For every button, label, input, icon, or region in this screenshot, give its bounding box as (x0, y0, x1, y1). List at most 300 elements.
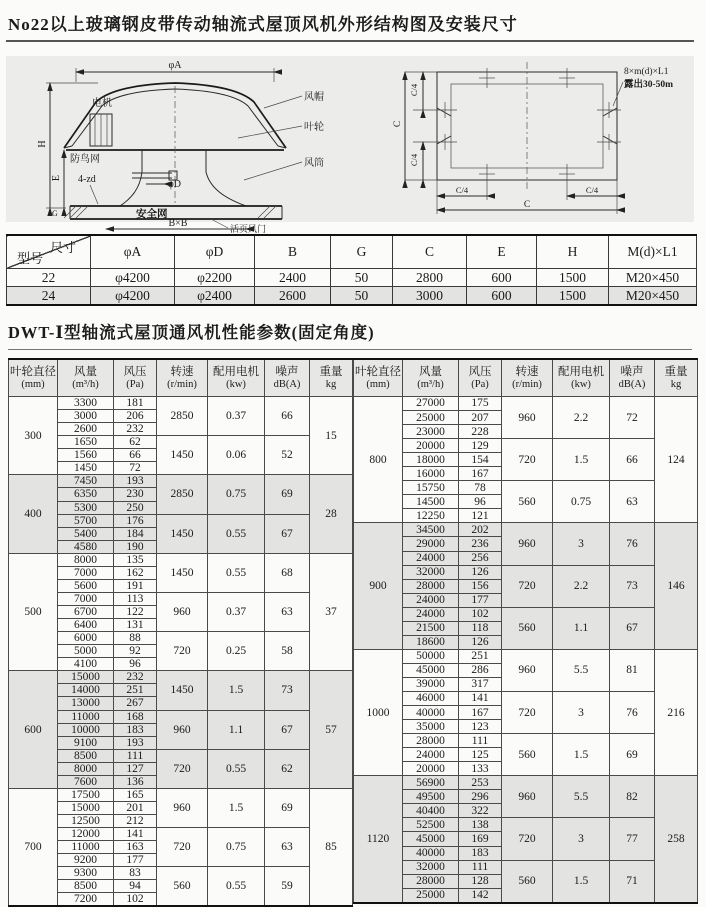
pressure-cell: 286 (459, 663, 502, 677)
airflow-cell: 8500 (58, 880, 114, 893)
airflow-cell: 5400 (58, 527, 114, 540)
airflow-cell: 2600 (58, 423, 114, 436)
dim-value-cell: 50 (331, 269, 393, 287)
dim-phi-a-label: φA (168, 60, 182, 71)
pressure-cell: 111 (459, 860, 502, 874)
airflow-cell: 8000 (58, 762, 114, 775)
pressure-cell: 207 (459, 411, 502, 425)
motor-power-cell: 1.1 (208, 710, 265, 749)
perf-column-header: 噪声 dB(A) (265, 359, 310, 397)
dim-column-header: φA (91, 235, 175, 269)
airflow-cell: 16000 (403, 467, 459, 481)
pressure-cell: 168 (114, 710, 157, 723)
pressure-cell: 167 (459, 467, 502, 481)
airflow-cell: 7600 (58, 775, 114, 788)
airflow-cell: 5700 (58, 514, 114, 527)
noise-cell: 63 (265, 828, 310, 867)
perf-column-header: 风量 (m³/h) (58, 359, 114, 397)
noise-cell: 67 (265, 710, 310, 749)
pressure-cell: 183 (459, 846, 502, 860)
perf-row (9, 436, 353, 449)
airflow-cell: 14500 (403, 495, 459, 509)
motor-power-cell: 0.37 (208, 397, 265, 436)
airflow-cell: 17500 (58, 788, 114, 801)
speed-cell: 560 (502, 860, 553, 903)
motor-power-cell: 2.2 (553, 397, 610, 439)
airflow-cell: 6000 (58, 632, 114, 645)
dim-value-cell: 600 (467, 287, 537, 306)
dim-value-cell: 1500 (537, 269, 609, 287)
pressure-cell: 102 (459, 607, 502, 621)
pressure-cell: 127 (114, 762, 157, 775)
perf-column-header: 配用电机 (kw) (208, 359, 265, 397)
pressure-cell: 190 (114, 540, 157, 553)
perf-table-body (9, 397, 353, 907)
speed-cell: 960 (502, 397, 553, 439)
airflow-cell: 46000 (403, 691, 459, 705)
noise-cell: 72 (610, 397, 655, 439)
dim-value-cell: 2400 (255, 269, 331, 287)
airflow-cell: 4100 (58, 658, 114, 671)
airflow-cell: 11000 (58, 710, 114, 723)
dim-value-cell: φ4200 (91, 287, 175, 306)
pressure-cell: 131 (114, 619, 157, 632)
perf-row (354, 523, 698, 537)
pressure-cell: 126 (459, 635, 502, 649)
perf-row (354, 818, 698, 832)
speed-cell: 720 (157, 828, 208, 867)
pressure-cell: 123 (459, 720, 502, 734)
airflow-cell: 56900 (403, 776, 459, 790)
airflow-cell: 6400 (58, 619, 114, 632)
impeller-diameter-cell: 1120 (354, 776, 403, 903)
airflow-cell: 12000 (58, 828, 114, 841)
dim-column-header: H (537, 235, 609, 269)
pressure-cell: 322 (459, 804, 502, 818)
pressure-cell: 129 (459, 439, 502, 453)
airflow-cell: 24000 (403, 551, 459, 565)
pressure-cell: 193 (114, 736, 157, 749)
airflow-cell: 5600 (58, 579, 114, 592)
airflow-cell: 15000 (58, 801, 114, 814)
motor-power-cell: 2.2 (553, 565, 610, 607)
speed-cell: 1450 (157, 671, 208, 710)
perf-table-head-row (9, 359, 353, 397)
noise-cell: 66 (610, 439, 655, 481)
airflow-cell: 45000 (403, 832, 459, 846)
pressure-cell: 138 (459, 818, 502, 832)
perf-row (9, 788, 353, 801)
perf-row (354, 607, 698, 621)
pressure-cell: 165 (114, 788, 157, 801)
corner-label-size: 尺寸 (49, 240, 76, 255)
performance-table-left (8, 358, 353, 907)
pressure-cell: 256 (459, 551, 502, 565)
pressure-cell: 176 (114, 514, 157, 527)
noise-cell: 67 (610, 607, 655, 649)
pressure-cell: 181 (114, 397, 157, 410)
airflow-cell: 9300 (58, 867, 114, 880)
pressure-cell: 191 (114, 579, 157, 592)
perf-row (9, 553, 353, 566)
dim-value-cell: 1500 (537, 287, 609, 306)
pressure-cell: 102 (114, 893, 157, 907)
dim-table-head-row (7, 235, 697, 269)
dim-value-cell: 600 (467, 269, 537, 287)
pressure-cell: 122 (114, 606, 157, 619)
pressure-cell: 251 (459, 649, 502, 663)
airflow-cell: 3000 (58, 410, 114, 423)
perf-column-header: 风量 (m³/h) (403, 359, 459, 397)
perf-column-header: 风压 (Pa) (114, 359, 157, 397)
noise-cell: 69 (265, 475, 310, 514)
dim-bxb-label: B×B (168, 218, 188, 229)
bird-net-label: 防鸟网 (70, 154, 100, 165)
airflow-cell: 49500 (403, 790, 459, 804)
speed-cell: 720 (157, 749, 208, 788)
motor-power-cell: 0.75 (208, 475, 265, 514)
pressure-cell: 162 (114, 566, 157, 579)
airflow-cell: 20000 (403, 762, 459, 776)
speed-cell: 960 (502, 776, 553, 818)
weight-cell: 28 (310, 475, 353, 553)
airflow-cell: 1650 (58, 436, 114, 449)
dim-value-cell: 2600 (255, 287, 331, 306)
pressure-cell: 230 (114, 488, 157, 501)
pressure-cell: 78 (459, 481, 502, 495)
speed-cell: 1450 (157, 553, 208, 592)
weight-cell: 15 (310, 397, 353, 475)
perf-row (9, 514, 353, 527)
perf-row (9, 632, 353, 645)
pressure-cell: 66 (114, 449, 157, 462)
dim-value-cell: 3000 (393, 287, 467, 306)
impeller-label: 叶轮 (304, 122, 324, 133)
noise-cell: 63 (265, 592, 310, 631)
pressure-cell: 96 (459, 495, 502, 509)
perf-row (354, 565, 698, 579)
perf-column-header: 叶轮直径 (mm) (9, 359, 58, 397)
airflow-cell: 7200 (58, 893, 114, 907)
airflow-cell: 6350 (58, 488, 114, 501)
dim-value-cell: 2800 (393, 269, 467, 287)
pressure-cell: 253 (459, 776, 502, 790)
motor-power-cell: 0.37 (208, 592, 265, 631)
dim-table-body (7, 269, 697, 306)
motor-power-cell: 3 (553, 818, 610, 860)
noise-cell: 58 (265, 632, 310, 671)
perf-row (354, 691, 698, 705)
perf-table-head-row (354, 359, 698, 397)
pressure-cell: 175 (459, 397, 502, 411)
impeller-diameter-cell: 400 (9, 475, 58, 553)
noise-cell: 62 (265, 749, 310, 788)
motor-power-cell: 0.75 (553, 481, 610, 523)
pressure-cell: 126 (459, 565, 502, 579)
dim-value-cell: 50 (331, 287, 393, 306)
motor-power-cell: 1.5 (553, 439, 610, 481)
airflow-cell: 28000 (403, 874, 459, 888)
performance-section-title: DWT-Ⅰ型轴流式屋顶通风机性能参数(固定角度) (8, 319, 692, 350)
pressure-cell: 251 (114, 684, 157, 697)
dim-value-cell: M20×450 (609, 287, 697, 306)
speed-cell: 960 (157, 592, 208, 631)
pressure-cell: 206 (114, 410, 157, 423)
pressure-cell: 317 (459, 677, 502, 691)
damper-label: 活页风门 (230, 224, 267, 234)
pressure-cell: 125 (459, 748, 502, 762)
speed-cell: 2850 (157, 397, 208, 436)
noise-cell: 52 (265, 436, 310, 475)
noise-cell: 71 (610, 860, 655, 903)
speed-cell: 960 (157, 710, 208, 749)
impeller-diameter-cell: 500 (9, 553, 58, 671)
dim-value-cell: φ2200 (175, 269, 255, 287)
motor-label: 电机 (92, 98, 112, 109)
speed-cell: 720 (502, 818, 553, 860)
perf-row (9, 828, 353, 841)
speed-cell: 1450 (157, 436, 208, 475)
speed-cell: 960 (502, 649, 553, 691)
fan-plan-drawing (361, 56, 706, 222)
speed-cell: 560 (502, 734, 553, 776)
perf-column-header: 叶轮直径 (mm) (354, 359, 403, 397)
airflow-cell: 7000 (58, 592, 114, 605)
pressure-cell: 267 (114, 697, 157, 710)
pressure-cell: 236 (459, 537, 502, 551)
dim-table-corner-cell (7, 235, 91, 269)
weight-cell: 124 (655, 397, 698, 523)
dim-c4-left-bottom: C/4 (409, 153, 419, 167)
weight-cell: 85 (310, 788, 353, 906)
airflow-cell: 18600 (403, 635, 459, 649)
page-title: No22以上玻璃钢皮带传动轴流式屋顶风机外形结构图及安装尺寸 (6, 6, 694, 42)
airflow-cell: 5300 (58, 501, 114, 514)
weight-cell: 216 (655, 649, 698, 775)
airflow-cell: 3300 (58, 397, 114, 410)
dim-e-label: E (51, 174, 62, 182)
dim-c4-left-top: C/4 (409, 83, 419, 97)
noise-cell: 69 (265, 788, 310, 827)
structure-diagram-panel (6, 56, 694, 234)
noise-cell: 69 (610, 734, 655, 776)
dim-column-header: C (393, 235, 467, 269)
airflow-cell: 23000 (403, 425, 459, 439)
dim-phi-d-label: φD (168, 179, 181, 190)
airflow-cell: 28000 (403, 579, 459, 593)
pressure-cell: 83 (114, 867, 157, 880)
pressure-cell: 141 (459, 691, 502, 705)
pressure-cell: 201 (114, 801, 157, 814)
noise-cell: 76 (610, 523, 655, 565)
airflow-cell: 7000 (58, 566, 114, 579)
airflow-cell: 13000 (58, 697, 114, 710)
motor-power-cell: 0.25 (208, 632, 265, 671)
pressure-cell: 154 (459, 453, 502, 467)
bolt-spec-label: 8×m(d)×L1 (624, 67, 669, 77)
motor-power-cell: 0.75 (208, 828, 265, 867)
airflow-cell: 8500 (58, 749, 114, 762)
dim-value-cell: φ4200 (91, 269, 175, 287)
airflow-cell: 50000 (403, 649, 459, 663)
perf-column-header: 转速 (r/min) (157, 359, 208, 397)
pressure-cell: 133 (459, 762, 502, 776)
dim-column-header: E (467, 235, 537, 269)
pressure-cell: 232 (114, 671, 157, 684)
airflow-cell: 24000 (403, 607, 459, 621)
motor-power-cell: 1.5 (553, 734, 610, 776)
speed-cell: 960 (157, 788, 208, 827)
pressure-cell: 92 (114, 645, 157, 658)
impeller-diameter-cell: 300 (9, 397, 58, 475)
pressure-cell: 62 (114, 436, 157, 449)
perf-column-header: 重量 kg (310, 359, 353, 397)
airflow-cell: 27000 (403, 397, 459, 411)
airflow-cell: 24000 (403, 593, 459, 607)
fan-elevation-drawing (6, 56, 361, 234)
airflow-cell: 12500 (58, 815, 114, 828)
impeller-diameter-cell: 600 (9, 671, 58, 789)
airflow-cell: 5000 (58, 645, 114, 658)
pressure-cell: 96 (114, 658, 157, 671)
dimension-table (6, 234, 697, 306)
airflow-cell: 1450 (58, 462, 114, 475)
airflow-cell: 14000 (58, 684, 114, 697)
perf-row (354, 776, 698, 790)
weight-cell: 146 (655, 523, 698, 649)
four-zd-label: 4-zd (78, 174, 96, 185)
pressure-cell: 184 (114, 527, 157, 540)
speed-cell: 2850 (157, 475, 208, 514)
speed-cell: 720 (502, 439, 553, 481)
dim-column-header: G (331, 235, 393, 269)
pressure-cell: 111 (459, 734, 502, 748)
pressure-cell: 141 (114, 828, 157, 841)
performance-table-right (353, 358, 698, 904)
airflow-cell: 40400 (403, 804, 459, 818)
safety-net-label: 安全网 (136, 209, 168, 220)
airflow-cell: 15750 (403, 481, 459, 495)
perf-column-header: 配用电机 (kw) (553, 359, 610, 397)
airflow-cell: 28000 (403, 734, 459, 748)
dim-table-row (7, 269, 697, 287)
motor-power-cell: 1.5 (208, 788, 265, 827)
airflow-cell: 39000 (403, 677, 459, 691)
airflow-cell: 40000 (403, 706, 459, 720)
pressure-cell: 183 (114, 723, 157, 736)
pressure-cell: 250 (114, 501, 157, 514)
noise-cell: 81 (610, 649, 655, 691)
noise-cell: 73 (610, 565, 655, 607)
perf-column-header: 噪声 dB(A) (610, 359, 655, 397)
dim-column-header: B (255, 235, 331, 269)
speed-cell: 720 (502, 691, 553, 733)
noise-cell: 68 (265, 553, 310, 592)
motor-power-cell: 5.5 (553, 649, 610, 691)
noise-cell: 76 (610, 691, 655, 733)
weight-cell: 57 (310, 671, 353, 789)
perf-column-header: 风压 (Pa) (459, 359, 502, 397)
airflow-cell: 20000 (403, 439, 459, 453)
cap-label: 风帽 (304, 92, 324, 103)
motor-power-cell: 0.55 (208, 514, 265, 553)
motor-power-cell: 0.55 (208, 867, 265, 907)
pressure-cell: 135 (114, 553, 157, 566)
motor-power-cell: 0.55 (208, 749, 265, 788)
airflow-cell: 18000 (403, 453, 459, 467)
dim-c4-bottom-right: C/4 (585, 185, 599, 195)
pressure-cell: 202 (459, 523, 502, 537)
bolt-expose-label: 露出30-50m (624, 80, 674, 90)
perf-row (9, 671, 353, 684)
motor-power-cell: 3 (553, 691, 610, 733)
airflow-cell: 45000 (403, 663, 459, 677)
speed-cell: 560 (502, 481, 553, 523)
noise-cell: 73 (265, 671, 310, 710)
noise-cell: 66 (265, 397, 310, 436)
airflow-cell: 32000 (403, 565, 459, 579)
perf-row (9, 710, 353, 723)
duct-label: 风筒 (304, 158, 324, 169)
pressure-cell: 296 (459, 790, 502, 804)
pressure-cell: 169 (459, 832, 502, 846)
airflow-cell: 10000 (58, 723, 114, 736)
speed-cell: 960 (502, 523, 553, 565)
motor-power-cell: 3 (553, 523, 610, 565)
pressure-cell: 142 (459, 888, 502, 903)
speed-cell: 1450 (157, 514, 208, 553)
dim-h-label: H (37, 140, 48, 148)
dim-c4-bottom-left: C/4 (455, 185, 469, 195)
airflow-cell: 9100 (58, 736, 114, 749)
impeller-diameter-cell: 700 (9, 788, 58, 906)
pressure-cell: 128 (459, 874, 502, 888)
airflow-cell: 34500 (403, 523, 459, 537)
airflow-cell: 1560 (58, 449, 114, 462)
pressure-cell: 232 (114, 423, 157, 436)
pressure-cell: 156 (459, 579, 502, 593)
airflow-cell: 24000 (403, 748, 459, 762)
airflow-cell: 21500 (403, 621, 459, 635)
noise-cell: 77 (610, 818, 655, 860)
perf-row (354, 734, 698, 748)
perf-row (9, 592, 353, 605)
pressure-cell: 121 (459, 509, 502, 523)
airflow-cell: 35000 (403, 720, 459, 734)
speed-cell: 560 (502, 607, 553, 649)
airflow-cell: 11000 (58, 841, 114, 854)
pressure-cell: 94 (114, 880, 157, 893)
pressure-cell: 163 (114, 841, 157, 854)
pressure-cell: 118 (459, 621, 502, 635)
airflow-cell: 15000 (58, 671, 114, 684)
airflow-cell: 52500 (403, 818, 459, 832)
impeller-diameter-cell: 1000 (354, 649, 403, 775)
motor-power-cell: 0.06 (208, 436, 265, 475)
pressure-cell: 193 (114, 475, 157, 488)
perf-row (354, 397, 698, 411)
noise-cell: 63 (610, 481, 655, 523)
airflow-cell: 7450 (58, 475, 114, 488)
airflow-cell: 25000 (403, 411, 459, 425)
pressure-cell: 177 (459, 593, 502, 607)
dim-value-cell: M20×450 (609, 269, 697, 287)
perf-column-header: 重量 kg (655, 359, 698, 397)
pressure-cell: 167 (459, 706, 502, 720)
noise-cell: 82 (610, 776, 655, 818)
perf-row (9, 397, 353, 410)
motor-power-cell: 1.1 (553, 607, 610, 649)
